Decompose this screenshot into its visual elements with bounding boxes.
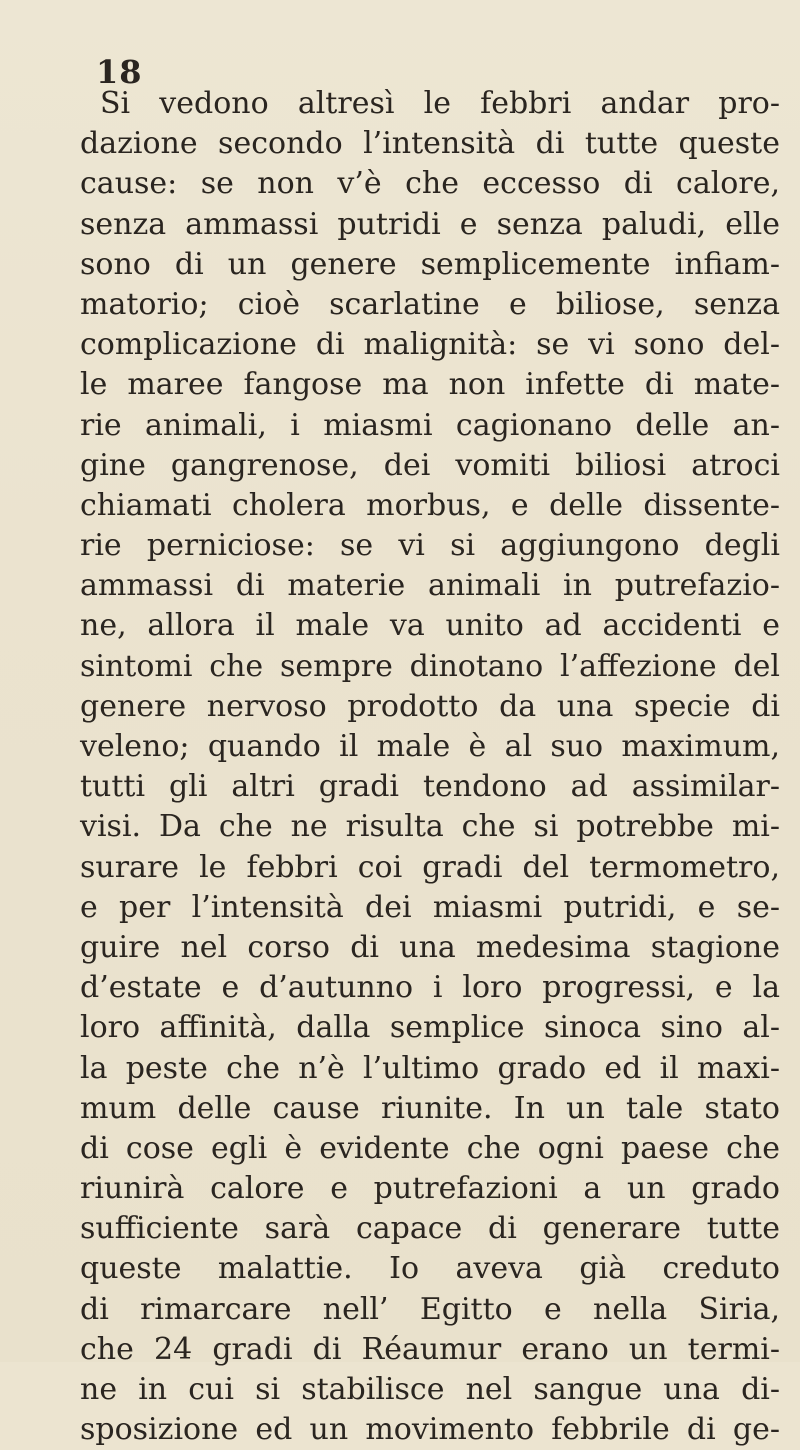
text-line: ne in cui si stabilisce nel sangue una di- [80,1372,780,1407]
text-line: d’estate e d’autunno i loro progressi, e la [80,970,780,1006]
text-line: ammassi di materie animali in putrefazio- [80,568,780,604]
text-line: senza ammassi putridi e senza paludi, elle [80,206,780,242]
text-line: la peste che n’è l’ultimo grado ed il maxi- [80,1050,780,1086]
text-line: gine gangrenose, dei vomiti biliosi atroci [80,447,780,483]
text-line: sposizione ed un movimento febbrile di ge- [80,1412,780,1448]
text-line: matorio; cioè scarlatine e biliose, senza [80,286,780,322]
text-line: dazione secondo l’intensità di tutte queste [80,126,780,162]
text-line: queste malattie. Io aveva già creduto [80,1251,780,1287]
text-line: di cose egli è evidente che ogni paese che [80,1130,780,1166]
body-text [80,84,780,1450]
text-line: mum delle cause riunite. In un tale stato [80,1090,780,1126]
text-line: Si vedono altresì le febbri andar pro- [100,86,780,121]
text-line: e per l’intensità dei miasmi putridi, e se- [80,889,780,925]
text-line: veleno; quando il male è al suo maximum, [80,729,780,764]
text-line: di rimarcare nell’ Egitto e nella Siria, [80,1291,780,1327]
text-line: loro affinità, dalla semplice sinoca sino al- [80,1010,780,1046]
text-line: rie animali, i miasmi cagionano delle an- [80,407,780,443]
text-line: guire nel corso di una medesima stagione [80,929,780,965]
text-line: genere nervoso prodotto da una specie di [80,688,780,724]
page-number: 18 [96,53,143,91]
text-line: riunirà calore e putrefazioni a un grado [80,1171,780,1207]
text-line: che 24 gradi di Réaumur erano un termi- [80,1331,780,1367]
text-line: visi. Da che ne risulta che si potrebbe mi- [80,809,780,845]
text-line: chiamati cholera morbus, e delle dissente- [80,487,780,523]
text-line: surare le febbri coi gradi del termometro, [80,849,780,885]
text-line: cause: se non v’è che eccesso di calore, [80,166,780,202]
text-line: tutti gli altri gradi tendono ad assimilar- [80,769,780,805]
text-line: complicazione di malignità: se vi sono del- [80,327,780,363]
text-line: le maree fangose ma non infette di mate- [80,367,780,403]
text-line: sufficiente sarà capace di generare tutte [80,1211,780,1247]
text-line: sono di un genere semplicemente infiam- [80,246,780,282]
text-line: ne, allora il male va unito ad accidenti e [80,608,780,644]
text-line: sintomi che sempre dinotano l’affezione del [80,648,780,684]
text-line: rie perniciose: se vi si aggiungono degli [80,528,780,564]
